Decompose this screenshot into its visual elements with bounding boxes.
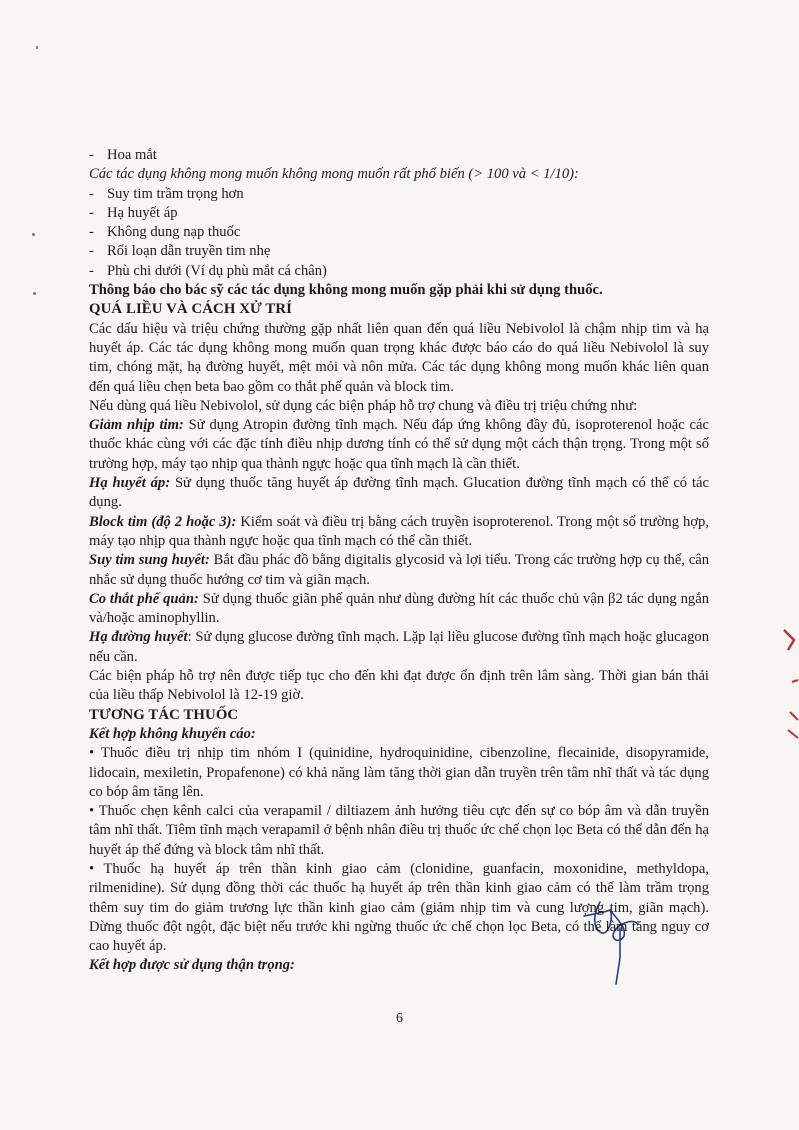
overdose-item <box>89 590 709 629</box>
overdose-item-label: Hạ huyết áp: <box>89 475 171 492</box>
interaction-bullet: • Thuốc chẹn kênh calci của verapamil / diltiazem ảnh hưởng tiêu cực đến sự co bóp âm và dẫn truyền tâm nhĩ thất. Tiêm tĩnh mạch verapamil ở bệnh nhân điều trị thuốc ức chế chọn lọc Beta có thể dẫn đến hạ huyết áp thế đứng và block tâm nhĩ thất. <box>89 803 709 858</box>
overdose-item-label: Suy tim sung huyết: <box>89 552 210 569</box>
overdose-item <box>89 513 709 552</box>
overdose-item-text: Sử dụng thuốc tăng huyết áp đường tĩnh mạch. Glucation đường tĩnh mạch có thể có tác dụng. <box>89 475 709 511</box>
list-item-text: Hạ huyết áp <box>107 204 178 221</box>
stamp-edge-mark <box>778 620 799 750</box>
interactions-heading: TƯƠNG TÁC THUỐC <box>89 706 239 723</box>
overdose-heading: QUÁ LIỀU VÀ CÁCH XỬ TRÍ <box>89 301 293 318</box>
list-item: - Rối loạn dẫn truyền tim nhẹ <box>89 243 271 260</box>
list-item: - Hạ huyết áp <box>89 204 178 221</box>
overdose-intro: Các dấu hiệu và triệu chứng thường gặp nhất liên quan đến quá liều Nebivolol là chậm nhịp tim và hạ huyết áp. Các tác dụng không mong muốn quan trọng khác được báo cáo do quá liều Nebivolol là suy tim, chóng mặt, hạ đường huyết, mệt mỏi và nôn mửa. Các tác dụng không mong muốn khác liên quan đến quá liều chẹn beta bao gồm co thắt phế quản và block tim. <box>89 320 709 395</box>
overdose-item-text: Bắt đầu phác đồ bằng digitalis glycosid và lợi tiểu. Trong các trường hợp cụ thể, cân nhắc sử dụng thuốc hướng cơ tim và giãn mạch. <box>89 552 709 588</box>
list-item: - Phù chi dưới (Ví dụ phù mắt cá chân) <box>89 262 327 279</box>
interaction-bullet: • Thuốc điều trị nhịp tim nhóm I (quinidine, hydroquinidine, cibenzoline, flecainide, disopyramide, lidocain, mexiletin, Propafenone) có khả năng làm tăng thời gian dẫn truyền trên tâm nhĩ thất và tác dụng co bóp âm tăng lên. <box>89 745 709 800</box>
list-item-text: Rối loạn dẫn truyền tim nhẹ <box>107 243 271 260</box>
caution-subheading: Kết hợp được sử dụng thận trọng: <box>89 957 295 974</box>
overdose-item-text: Sử dụng thuốc giãn phế quản như dùng đường hít các thuốc chủ vận β2 tác dụng ngắn và/hoặc aminophyllin. <box>89 590 709 627</box>
scan-speck <box>33 292 36 295</box>
scan-speck <box>36 46 38 49</box>
page-number: 6 <box>396 1011 403 1026</box>
list-item-text: Phù chi dưới (Ví dụ phù mắt cá chân) <box>107 262 327 279</box>
list-item-text: Hoa mắt <box>107 147 157 163</box>
list-item-text: Suy tim trầm trọng hơn <box>107 185 244 202</box>
overdose-measures: Nếu dùng quá liều Nebivolol, sử dụng các biện pháp hỗ trợ chung và điều trị triệu chứng như: <box>89 397 638 414</box>
uncommon-effects-title: Các tác dụng không mong muốn không mong muốn rất phổ biến (> 100 và < 1/10): <box>89 166 579 183</box>
overdose-item-text: Sử dụng Atropin đường tĩnh mạch. Nếu đáp ứng không đầy đủ, isoproterenol hoặc các thuốc khác cùng với các đặc tính điều nhịp dương tính có thể sử dụng một cách thận trọng. Trong một số trường hợp, máy tạo nhịp qua thành ngực hoặc qua tĩnh mạch là cần thiết. <box>89 417 709 472</box>
notify-doctor-line: Thông báo cho bác sỹ các tác dụng không mong muốn gặp phải khi sử dụng thuốc. <box>89 282 603 299</box>
not-recommended-subheading: Kết hợp không khuyến cáo: <box>89 725 256 742</box>
overdose-item-label: Hạ đường huyết <box>89 629 188 646</box>
scan-speck <box>32 233 35 236</box>
interaction-bullet: • Thuốc hạ huyết áp trên thần kinh giao cảm (clonidine, guanfacin, moxonidine, methyldopa, rilmenidine). Sử dụng đồng thời các thuốc hạ huyết áp trên thần kinh giao cảm có thể làm trầm trọng thêm suy tim do giảm trương lực thần kinh giao cảm (giảm nhịp tim và cung lượng tim, giãn mạch). Dừng thuốc đột ngột, đặc biệt nếu trước khi ngừng thuốc ức chế chọn lọc Beta, có thể làm tăng nguy cơ cao huyết áp. <box>89 860 709 955</box>
overdose-item <box>89 551 709 590</box>
overdose-item-text: : Sử dụng glucose đường tĩnh mạch. Lặp lại liều glucose đường tĩnh mạch hoặc glucagon nếu cần. <box>89 629 709 665</box>
overdose-item <box>89 628 709 667</box>
overdose-item <box>89 416 709 474</box>
overdose-item-text: Kiểm soát và điều trị bằng cách truyền isoproterenol. Trong một số trường hợp, máy tạo nhịp qua thành ngực hoặc qua tĩnh mạch có thể cần thiết. <box>89 513 709 549</box>
overdose-item-label: Block tim (độ 2 hoặc 3): <box>89 513 237 530</box>
list-item: - Suy tim trầm trọng hơn <box>89 185 244 202</box>
list-item: - Không dung nạp thuốc <box>89 224 241 241</box>
list-item: - Hoa mắt <box>89 147 157 163</box>
document-body <box>89 146 709 976</box>
overdose-item-label: Co thắt phế quản: <box>89 590 199 607</box>
overdose-closing: Các biện pháp hỗ trợ nên được tiếp tục cho đến khi đạt được ổn định trên lâm sàng. Thời gian bán thải của liều thấp Nebivolol là 12-19 giờ. <box>89 668 709 704</box>
list-item-text: Không dung nạp thuốc <box>107 224 241 241</box>
overdose-item-label: Giảm nhịp tim: <box>89 417 184 434</box>
overdose-item <box>89 474 709 513</box>
